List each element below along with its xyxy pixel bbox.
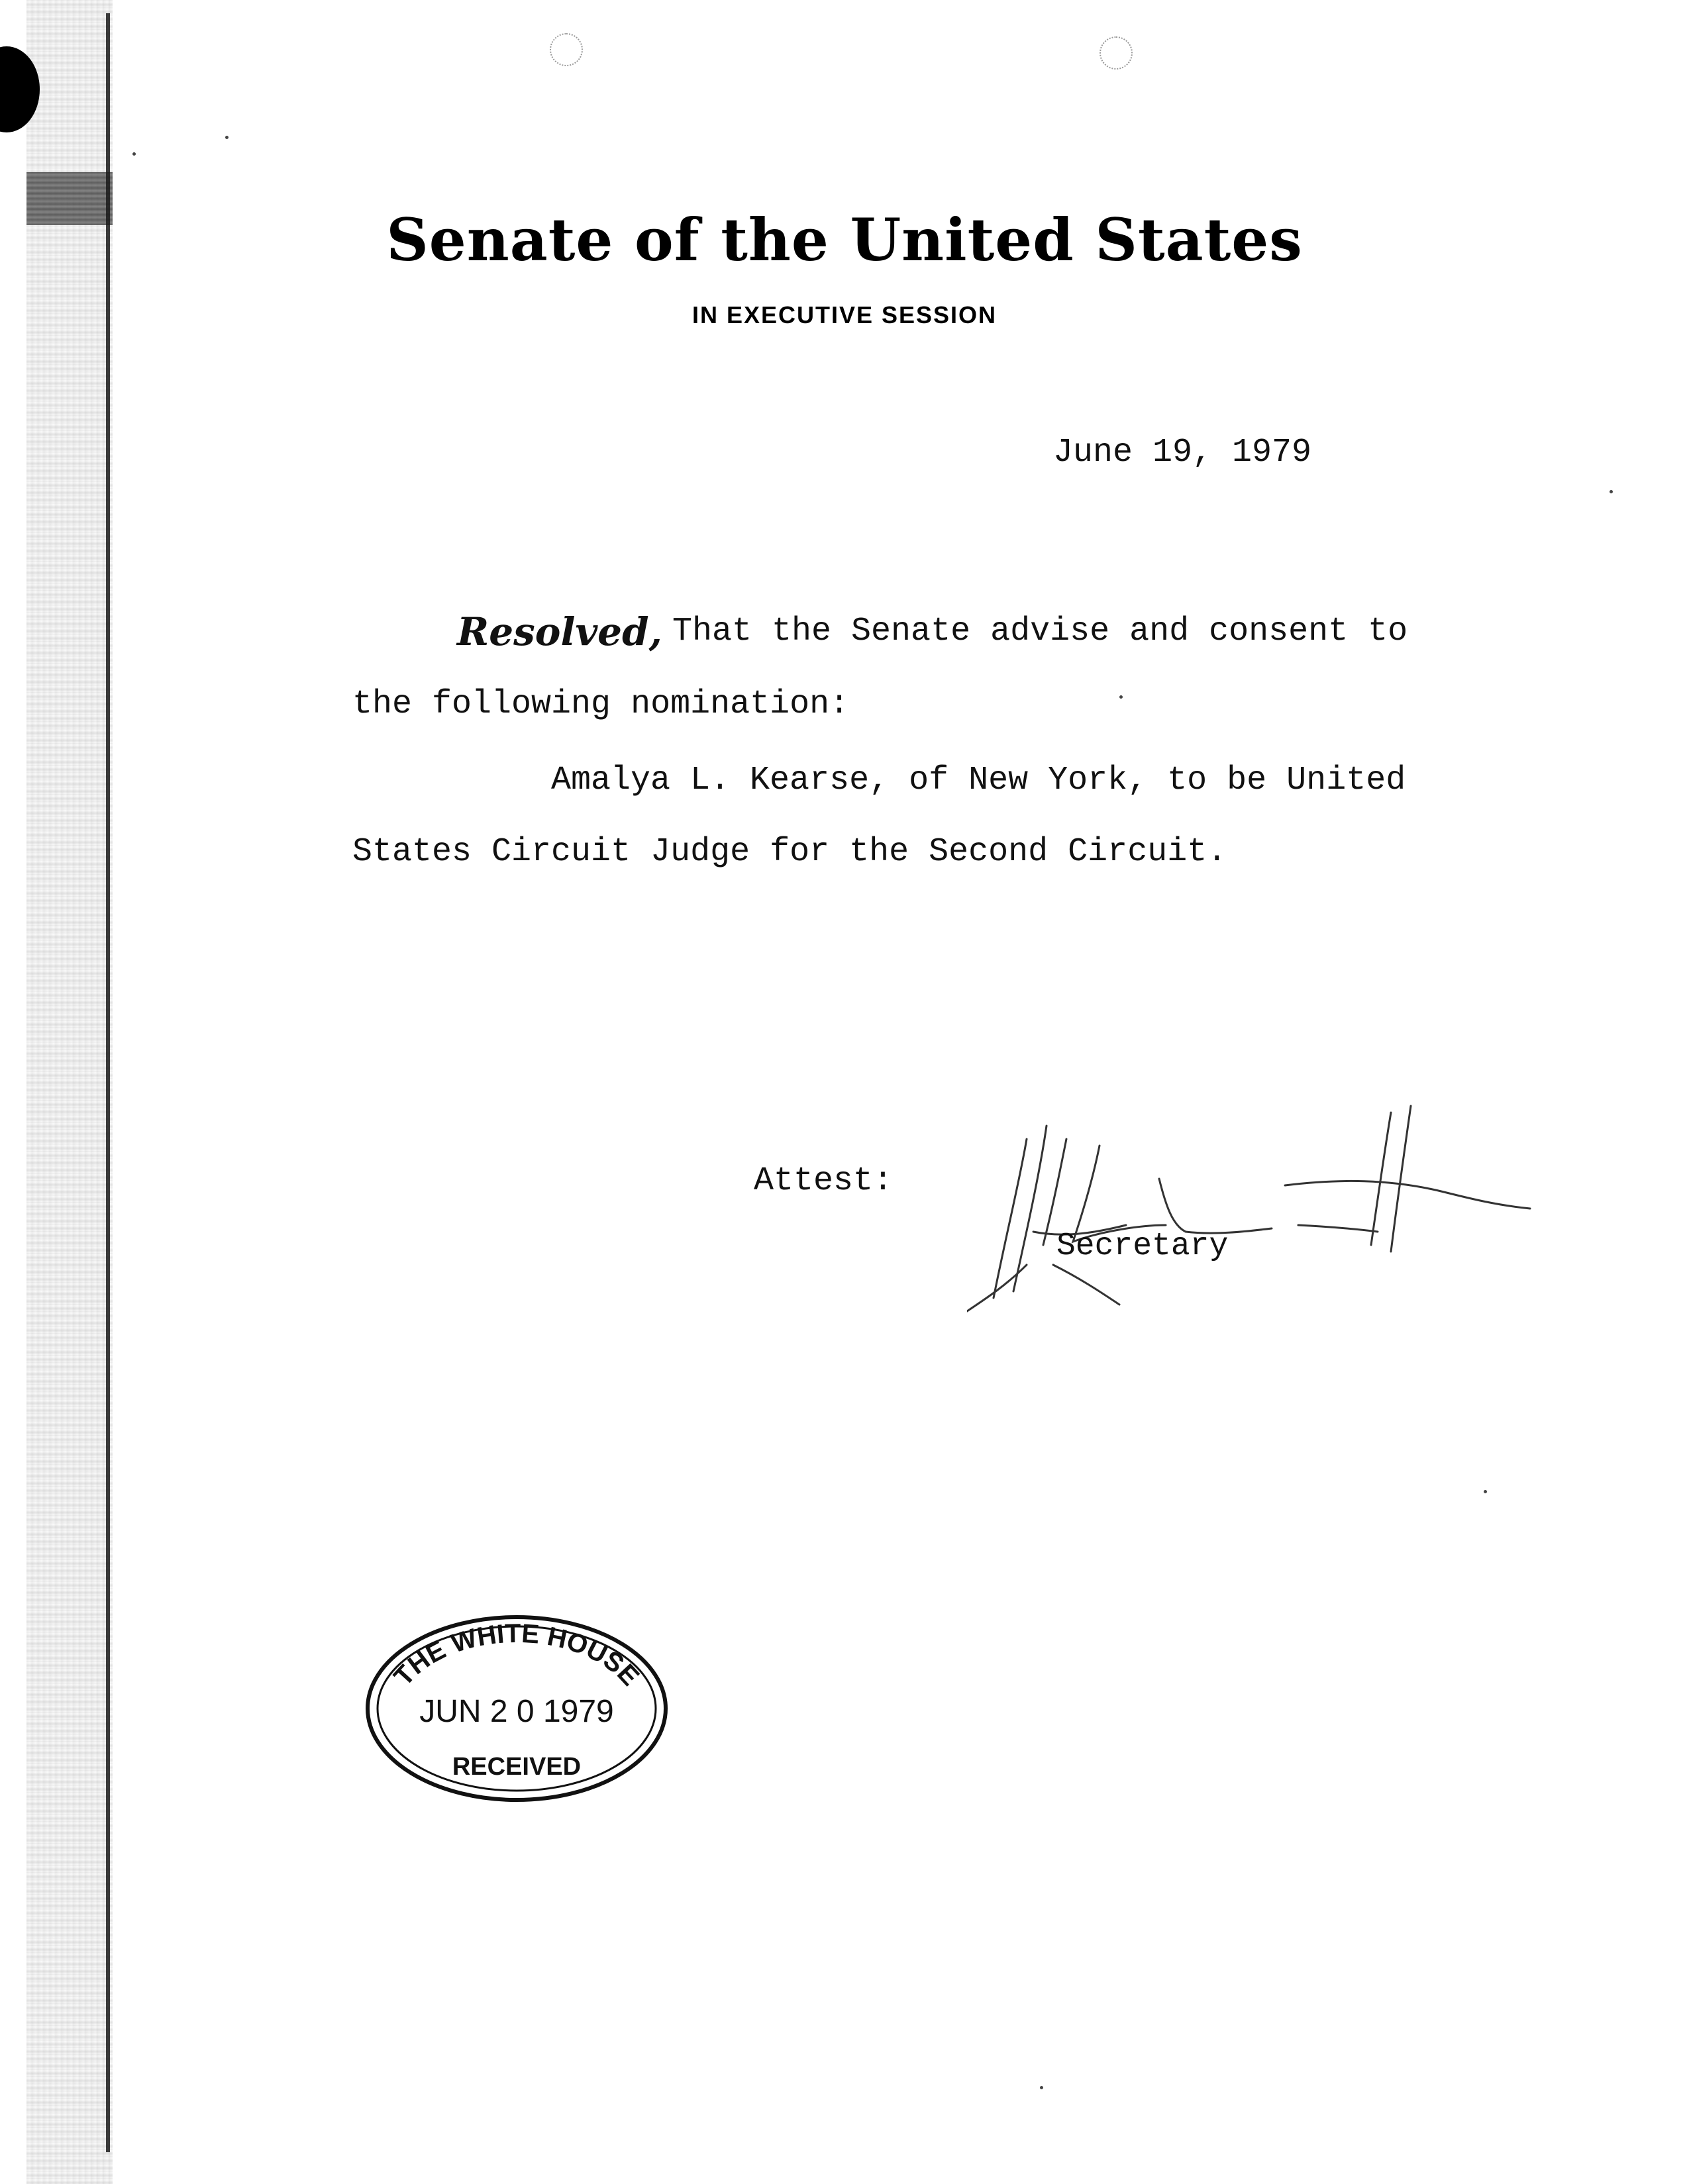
page-subtitle: IN EXECUTIVE SESSION (691, 301, 998, 328)
resolution-line-1: That the Senate advise and consent to (672, 613, 1408, 650)
scan-speck (1119, 695, 1123, 699)
binding-line (106, 13, 110, 2152)
scan-speck (1484, 1490, 1487, 1493)
resolved-word: Resolved, (457, 609, 662, 654)
white-house-received-stamp (358, 1609, 676, 1808)
resolution-line-4: States Circuit Judge for the Second Circuit. (352, 833, 1227, 871)
stamp-bottom-text: RECEIVED (452, 1753, 582, 1781)
svg-text:THE WHITE HOUSE (388, 1619, 644, 1691)
scan-speck (225, 136, 229, 139)
attest-label: Attest: (754, 1162, 894, 1200)
resolution-line-2: the following nomination: (352, 685, 850, 723)
resolution-line-3: Amalya L. Kearse, of New York, to be United (551, 762, 1406, 799)
punch-hole-mark (550, 33, 583, 66)
scan-speck (132, 152, 136, 156)
page-title: Senate of the United States (386, 205, 1303, 274)
document-date: June 19, 1979 (1053, 434, 1312, 472)
secretary-label: Secretary (1056, 1228, 1229, 1264)
scan-speck (1610, 490, 1613, 493)
secretary-signature (967, 1099, 1537, 1324)
stamp-date: JUN 2 0 1979 (419, 1694, 614, 1729)
punch-hole-mark (1100, 36, 1133, 70)
stamp-top-text: THE WHITE HOUSE (388, 1618, 645, 1692)
scan-speck (1040, 2086, 1043, 2089)
